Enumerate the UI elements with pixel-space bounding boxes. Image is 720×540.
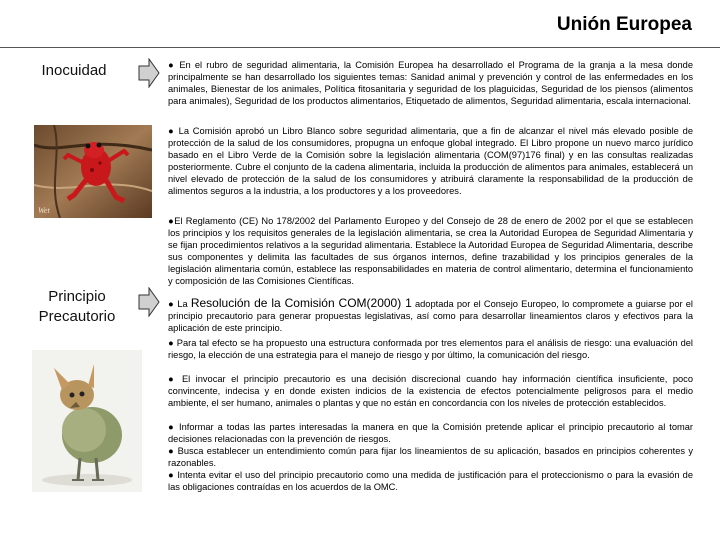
arrow-right-icon (138, 287, 160, 317)
chick-photo (32, 350, 142, 492)
page-title: Unión Europea (556, 14, 692, 35)
red-frog-photo (34, 125, 152, 218)
paragraph-estructura-riesgo: ● Para tal efecto se ha propuesto una estructura conformada por tres elementos para el análisis de riesgo: una evaluación del riesgo, la elección de una estrategia para el manejo de riesgo y por último, la comunicación del riesgo. (168, 338, 693, 360)
header-divider (0, 47, 720, 48)
resolucion-title: Resolución de la Comisión COM(2000) 1 (190, 296, 412, 310)
resolucion-prefix: ● La (168, 299, 191, 309)
paragraph-reglamento: ●El Reglamento (CE) No 178/2002 del Parlamento Europeo y del Consejo de 28 de enero de 2002 por el que se establecen los principios y los requisitos generales de la legislación alimentaria, se crea la Autoridad Europea de Seguridad Alimentaria y se fijan procedimientos relativos a la seguridad alimentaria. Establece la Autoridad Europea de Seguridad Alimentaria, describe sus componentes y delimita las facultades de sus órganos internos, define trazabilidad y los principios generales de la legislación alimentaria común, establece las responsabilidades en materia de control alimentario, determina el funcionamiento y composición de las Comisiones Científicas. (168, 216, 693, 286)
paragraph-proteccionismo: ● Intenta evitar el uso del principio precautorio como una medida de justificación para el proteccionismo o para la evasión de las obligaciones contraídas en los acuerdos de la OMC. (168, 470, 693, 492)
paragraph-entendimiento: ● Busca establecer un entendimiento común para fijar los lineamientos de su aplicación, basados en principios coherentes y razonables. (168, 446, 693, 468)
resolucion-text: adoptada por el Consejo Europeo, lo compromete a guiarse por el principio precautorio para generar propuestas legislativas, así como para desarrollar lineamientos claros y efectivos para la aplicación de este principio. (168, 299, 694, 333)
paragraph-decision-discrecional: ● El invocar el principio precautorio es una decisión discrecional cuando hay información científica insuficiente, poco convincente, indecisa y en donde existen indicios de la existencia de efectos potencialmente peligrosos para el medio ambiente, el ser humano, animales o plantas y que no están en concordancia con los niveles de protección establecidos. (168, 374, 693, 408)
section-label-principio-precautorio: Principio Precautorio (38, 288, 116, 325)
section-label-inocuidad: Inocuidad (41, 62, 107, 79)
paragraph-libro-blanco: ● La Comisión aprobó un Libro Blanco sobre seguridad alimentaria, que a fin de alcanzar el nivel más elevado posible de protección de la salud de los consumidores, propugna un enfoque global integrado. El Libro propone un nuevo marco jurídico basado en el Libro Verde de la Comisión sobre la legislación alimentaria (COM(97)176 final) y en las consultas realizadas posteriormente. Cubre el conjunto de la cadena alimentaria, incluida la producción de alimentos para animales, establecerá un nivel elevado de protección de la salud de los consumidores y atribuirá claramente la responsabilidad de la producción de alimentos seguros a la industria, a los productores y a los proveedores. (168, 126, 693, 196)
arrow-right-icon (138, 58, 160, 88)
paragraph-granja-mesa: ● En el rubro de seguridad alimentaria, la Comisión Europea ha desarrollado el Programa de la granja a la mesa donde principalmente se han desarrollado los siguientes temas: Sanidad animal y prevención y control de las enfermedades en los animales, Bienestar de los animales, Política fitosanitaria y seguridad de los plaguicidas, Seguridad de los piensos (alimentos para animales), Seguridad de los productos alimentarios, Etiquetado de alimentos, Seguridad alimentaria, escala internacional. (168, 60, 693, 106)
paragraph-informar: ● Informar a todas las partes interesadas la manera en que la Comisión pretende aplicar el principio precautorio al tomar decisiones relacionadas con la prevención de riesgos. (168, 422, 693, 444)
frog-watermark: Wet (38, 206, 50, 215)
paragraph-resolucion (168, 298, 693, 335)
